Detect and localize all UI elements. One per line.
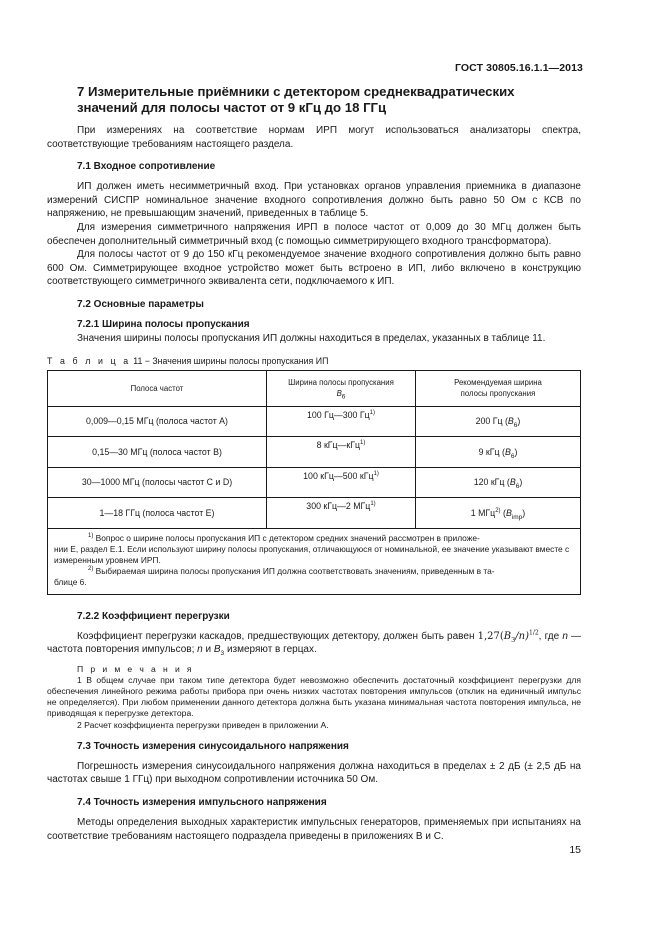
section-7-2-1-text: Значения ширины полосы пропускания ИП должны находиться в пределах, указанных в таблице 11. bbox=[77, 332, 546, 344]
cell-recommended-symbol: B bbox=[507, 416, 514, 427]
symbol-n: n bbox=[562, 630, 568, 642]
section-7-1-paragraph-1: ИП должен иметь несимметричный вход. При установках органов управления приемника в диапазоне измерений СИСПР номинальное значение входного сопротивления должно быть равно 50 Ом с КСВ по напряжению, не превышающим значений, приведенных в таблице 5. bbox=[47, 181, 581, 220]
table-row bbox=[48, 467, 581, 498]
cell-recommended-close: ) bbox=[522, 507, 526, 518]
table-caption-title: 11 − Значения ширины полосы пропускания ИП bbox=[133, 355, 329, 366]
header-bandwidth bbox=[267, 370, 416, 406]
table-row bbox=[48, 437, 581, 468]
symbol-n-2: n bbox=[197, 644, 203, 656]
table-footnotes bbox=[48, 528, 581, 594]
section-7-title-line2: значений для полосы частот от 9 кГц до 18 ГГц bbox=[77, 99, 387, 115]
cell-bandwidth-value: 8 кГц—кГц bbox=[316, 440, 361, 451]
header-recommended-line1: Рекомендуемая ширина bbox=[454, 378, 542, 388]
cell-recommended-sub: 6 bbox=[510, 452, 515, 460]
footnote-2-line-a: Выбираемая ширина полосы пропускания ИП должна соответствовать значениям, приведенным в та- bbox=[93, 565, 495, 576]
footnote-ref: 1) bbox=[370, 501, 376, 508]
header-recommended-line2: полосы пропускания bbox=[460, 389, 536, 399]
header-bandwidth-sub: 6 bbox=[341, 393, 346, 401]
formula-sub: 3 bbox=[511, 635, 516, 644]
overload-text-d: и bbox=[202, 644, 214, 656]
footnote-ref: 1) bbox=[369, 409, 375, 416]
cell-recommended-close: ) bbox=[517, 416, 521, 427]
cell-recommended-sub: 6 bbox=[515, 483, 520, 491]
section-7-4-heading: 7.4 Точность измерения импульсного напряжения bbox=[77, 796, 327, 808]
table-header-row bbox=[48, 370, 581, 406]
section-7-2-2-text bbox=[47, 630, 581, 657]
table-11 bbox=[47, 370, 581, 595]
table-footnote-1 bbox=[54, 533, 574, 566]
table-11-caption bbox=[47, 356, 581, 366]
section-7-1-heading: 7.1 Входное сопротивление bbox=[77, 161, 216, 173]
footnote-ref: 2) bbox=[495, 507, 501, 514]
footnote-1-mark: 1) bbox=[88, 532, 94, 539]
formula-part-a: 1,27( bbox=[477, 630, 504, 642]
cell-bandwidth bbox=[267, 498, 416, 529]
cell-recommended-close: ) bbox=[514, 446, 518, 457]
symbol-b3: B bbox=[213, 644, 221, 656]
note-2: 2 Расчет коэффициента перегрузки приведен в приложении А. bbox=[77, 719, 329, 730]
cell-band: 0,15—30 МГц (полоса частот В) bbox=[48, 437, 267, 468]
page-number: 15 bbox=[569, 844, 581, 856]
cell-band: 30—1000 МГц (полосы частот С и D) bbox=[48, 467, 267, 498]
header-recommended bbox=[416, 370, 581, 406]
footnote-1-line-b: нии Е, раздел Е.1. Если используют ширину полосы пропускания, отличающуюся от номинальной, ее значение указывают вместе с измеренным уровнем ИРП. bbox=[54, 543, 570, 565]
cell-recommended bbox=[416, 437, 581, 468]
document-header-id: ГОСТ 30805.16.1.1—2013 bbox=[455, 62, 583, 74]
page-content bbox=[47, 84, 581, 843]
header-bandwidth-symbol: B bbox=[336, 389, 342, 399]
section-7-3-text: Погрешность измерения синусоидального напряжения должна находиться в пределах ± 2 дБ (± 2,5 дБ на частотах свыше 1 ГГц) при выходном сопротивлении источника 50 Ом. bbox=[47, 760, 581, 786]
table-caption-prefix: Т а б л и ц а bbox=[47, 355, 131, 366]
note-1: 1 В общем случае при таком типе детектора будет невозможно обеспечить достаточный коэффициент перегрузки для обеспечения линейного режима работы прибора при очень низких частотах повторения импульсов (отклик на единичный импульс не определяется). При любом применении данного детектора должна быть указана минимальная частота повторения импульса, не приводящая к перегрузке детектора. bbox=[47, 674, 581, 719]
table-row bbox=[48, 406, 581, 437]
section-7-1-paragraph-2: Для измерения симметричного напряжения ИРП в полосе частот от 0,009 до 30 МГц должен быть обеспечен дополнительный симметричный вход (с помощью симметрирующего входного трансформатора). bbox=[47, 221, 581, 247]
cell-bandwidth-value: 100 кГц—500 кГц bbox=[303, 470, 374, 481]
cell-bandwidth bbox=[267, 467, 416, 498]
cell-bandwidth bbox=[267, 406, 416, 437]
cell-recommended-symbol: B bbox=[505, 507, 512, 518]
overload-text-a: Коэффициент перегрузки каскадов, предшествующих детектору, должен быть равен bbox=[77, 630, 478, 642]
cell-recommended-symbol: B bbox=[509, 477, 516, 488]
section-7-2-heading: 7.2 Основные параметры bbox=[77, 298, 204, 310]
section-7-2-2-heading: 7.2.2 Коэффициент перегрузки bbox=[77, 610, 230, 622]
cell-recommended-value: 1 МГц bbox=[470, 507, 496, 518]
table-row bbox=[48, 498, 581, 529]
footnote-1-line-a: Вопрос о ширине полосы пропускания ИП с детектором средних значений рассмотрен в приложе- bbox=[93, 532, 480, 543]
symbol-b3-sub: 3 bbox=[220, 650, 225, 658]
cell-recommended-sub: imp bbox=[511, 513, 523, 521]
footnote-ref: 1) bbox=[373, 470, 379, 477]
section-7-1-paragraph-3: Для полосы частот от 9 до 150 кГц рекомендуемое значение входного сопротивления должно быть равно 600 Ом. Симметрирующее входное устройство может быть встроено в ИП, либо включено в конструкцию соответствующего симметричного эквивалента сети, подключаемого к ИП. bbox=[47, 249, 581, 288]
table-footnotes-row bbox=[48, 528, 581, 594]
cell-recommended-value: 200 Гц ( bbox=[475, 416, 508, 427]
header-bandwidth-label: Ширина полосы пропускания bbox=[288, 378, 394, 388]
cell-recommended-value: 9 кГц ( bbox=[478, 446, 505, 457]
section-7-3-heading: 7.3 Точность измерения синусоидального напряжения bbox=[77, 740, 349, 752]
cell-recommended-value: 120 кГц ( bbox=[473, 477, 510, 488]
section-7-title-line1: 7 Измерительные приёмники с детектором среднеквадратических bbox=[77, 84, 515, 99]
cell-recommended bbox=[416, 498, 581, 529]
overload-text-c: — частота повторения импульсов; bbox=[47, 630, 582, 656]
cell-recommended-close: ) bbox=[519, 477, 523, 488]
overload-formula bbox=[478, 631, 539, 642]
footnote-2-mark: 2) bbox=[88, 565, 94, 572]
formula-part-b: /n) bbox=[515, 630, 529, 642]
section-7-intro: При измерениях на соответствие нормам ИРП могут использоваться анализаторы спектра, соответствующие требованиям настоящего раздела. bbox=[47, 125, 581, 150]
cell-bandwidth-value: 100 Гц—300 Гц bbox=[307, 409, 370, 420]
cell-recommended-open: ( bbox=[500, 507, 506, 518]
footnote-ref: 1) bbox=[360, 440, 366, 447]
overload-text-b: , где bbox=[538, 630, 563, 642]
cell-recommended bbox=[416, 467, 581, 498]
header-band: Полоса частот bbox=[48, 370, 267, 406]
section-7-4-text: Методы определения выходных характеристик импульсных генераторов, применяемых при испытаниях на соответствие требованиям настоящего подраздела приведены в приложениях В и С. bbox=[47, 816, 581, 842]
section-7-2-1-heading: 7.2.1 Ширина полосы пропускания bbox=[77, 318, 250, 330]
section-7-title bbox=[77, 84, 581, 115]
cell-recommended-sub: 6 bbox=[513, 422, 518, 430]
footnote-2-line-b: блице 6. bbox=[54, 576, 87, 587]
formula-symbol-b: B bbox=[503, 630, 512, 642]
overload-text-e: измеряют в герцах. bbox=[224, 644, 317, 656]
cell-bandwidth-value: 300 кГц—2 МГц bbox=[306, 501, 371, 512]
cell-bandwidth bbox=[267, 437, 416, 468]
table-footnote-2 bbox=[54, 566, 574, 588]
cell-recommended-symbol: B bbox=[504, 446, 511, 457]
cell-band: 1—18 ГГц (полоса частот Е) bbox=[48, 498, 267, 529]
cell-band: 0,009—0,15 МГц (полоса частот А) bbox=[48, 406, 267, 437]
cell-recommended bbox=[416, 406, 581, 437]
notes-heading: П р и м е ч а н и я bbox=[77, 663, 194, 674]
formula-exponent: 1/2 bbox=[529, 629, 539, 637]
